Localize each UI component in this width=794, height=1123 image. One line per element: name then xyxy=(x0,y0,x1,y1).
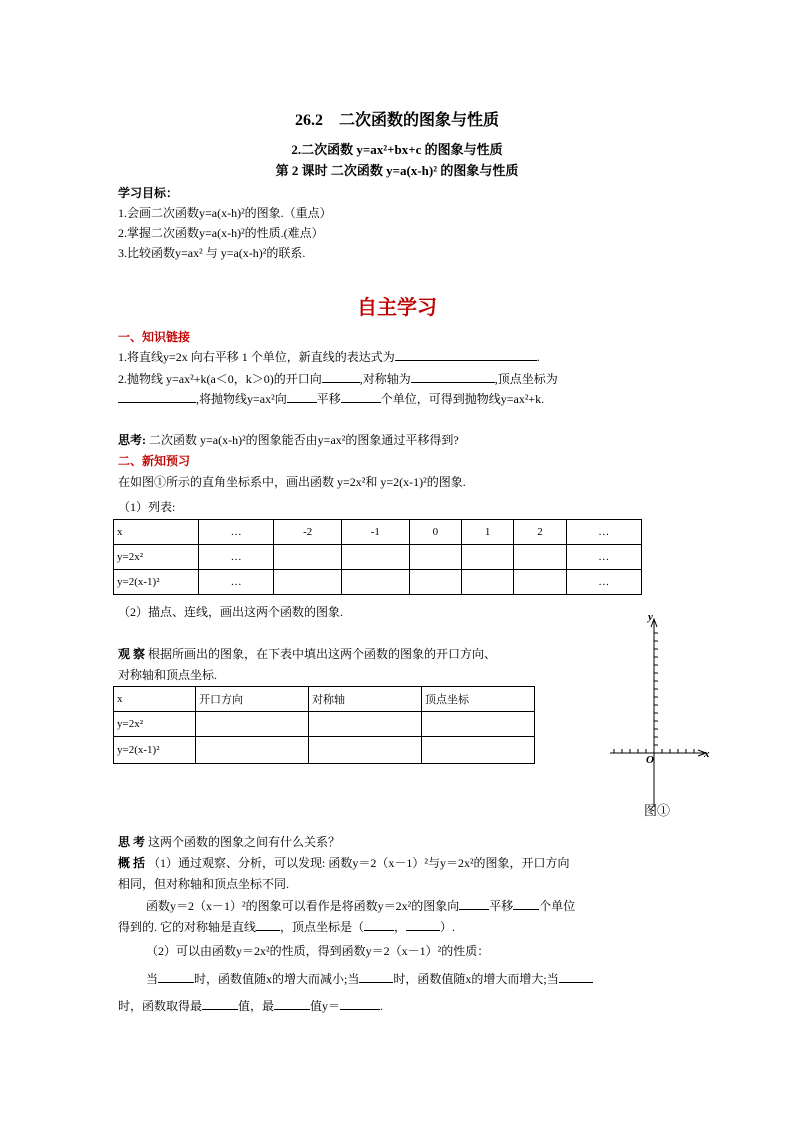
q1-text: 1.将直线y=2x 向右平移 1 个单位，新直线的表达式为 xyxy=(118,350,395,364)
table-cell: y=2x² xyxy=(114,712,196,737)
summary-p5a: 时，函数取得最 xyxy=(118,999,203,1013)
summary-p5c: 值y＝ xyxy=(310,999,341,1013)
table-cell-blank[interactable] xyxy=(409,545,461,570)
figure-caption: 图① xyxy=(644,803,671,818)
table-cell: 开口方向 xyxy=(196,687,309,712)
observe-line2: 对称轴和顶点坐标. xyxy=(118,668,218,682)
table-cell: -2 xyxy=(274,520,342,545)
summary-line7 xyxy=(118,997,383,1014)
extreme-type2-blank[interactable] xyxy=(274,998,310,1010)
observe-line1 xyxy=(118,645,496,662)
x-axis-label: x xyxy=(704,748,710,760)
summary-line6 xyxy=(146,970,593,987)
table-cell-blank[interactable] xyxy=(274,570,342,595)
summary-p2e: ，顶点坐标是（ xyxy=(280,920,365,934)
summary-p4b: 时，函数值随x的增大而减小;当 xyxy=(194,972,360,986)
summary-line2: 相同，但对称轴和顶点坐标不同. xyxy=(118,877,290,891)
objective-item-3: 3.比较函数y=ax² 与 y=a(x-h)²的联系. xyxy=(118,246,306,260)
q2-blank-direction[interactable] xyxy=(322,371,360,383)
table-cell-blank[interactable] xyxy=(514,570,566,595)
summary-p1: （1）通过观察、分析，可以发现: 函数y＝2（x－1）²与y＝2x²的图象，开口方向 xyxy=(145,856,570,870)
table-cell: 对称轴 xyxy=(309,687,422,712)
q2-blank-shift-direction[interactable] xyxy=(287,391,317,403)
q1-end: . xyxy=(536,350,540,364)
extreme-condition-blank[interactable] xyxy=(559,971,593,983)
decrease-range-blank[interactable] xyxy=(158,971,194,983)
think1 xyxy=(118,431,459,448)
value-table-header xyxy=(114,520,642,545)
table-cell-blank[interactable] xyxy=(274,545,342,570)
summary-p4c: 时，函数值随x的增大而增大;当 xyxy=(393,972,559,986)
table-cell: … xyxy=(566,545,641,570)
table-cell-blank[interactable] xyxy=(309,737,422,764)
summary-label: 概 括 xyxy=(118,856,146,870)
shift-units-blank[interactable] xyxy=(513,898,539,910)
summary-p2b: 平移 xyxy=(489,899,514,913)
q2-blank-vertex[interactable] xyxy=(118,391,196,403)
table-cell: y=2(x-1)² xyxy=(114,570,199,595)
section-title: 自主学习 xyxy=(357,297,437,319)
table-cell: … xyxy=(199,545,274,570)
q1-blank[interactable] xyxy=(395,349,537,361)
lesson-title: 第 2 课时 二次函数 y=a(x-h)² 的图象与性质 xyxy=(275,163,519,178)
coordinate-graph xyxy=(608,611,718,815)
think1-text: 二次函数 y=a(x-h)²的图象能否由y=ax²的图象通过平移得到? xyxy=(146,433,459,447)
objective-item-2: 2.掌握二次函数y=a(x-h)²的性质.(难点） xyxy=(118,226,324,240)
table-row xyxy=(114,712,535,737)
q2-blank-shift-units[interactable] xyxy=(341,391,381,403)
summary-p2f: ， xyxy=(394,920,407,934)
summary-line1 xyxy=(118,854,570,871)
think2-label: 思 考 xyxy=(118,835,146,849)
part1-heading: 一、知识链接 xyxy=(118,330,191,344)
q2-text-f: 个单位，可得到抛物线y=ax²+k. xyxy=(380,392,545,406)
part2-intro: 在如图①所示的直角坐标系中，画出函数 y=2x²和 y=2(x-1)²的图象. xyxy=(118,475,466,489)
table-cell: … xyxy=(199,520,274,545)
objectives-heading: 学习目标： xyxy=(118,186,179,200)
property-table-header xyxy=(114,687,535,712)
part1-q2-line2 xyxy=(118,390,544,407)
table-row xyxy=(114,570,642,595)
table-cell: … xyxy=(199,570,274,595)
observe-label: 观 察 xyxy=(118,647,146,661)
table-cell-blank[interactable] xyxy=(409,570,461,595)
table-cell-blank[interactable] xyxy=(461,545,513,570)
table-cell: 1 xyxy=(461,520,513,545)
q2-text-e: 平移 xyxy=(316,392,341,406)
summary-line3 xyxy=(146,897,575,914)
q2-blank-axis[interactable] xyxy=(411,371,495,383)
part1-q2-line1 xyxy=(118,370,558,387)
summary-p5b: 值，最 xyxy=(238,999,275,1013)
table-cell: x xyxy=(114,687,196,712)
table-cell-blank[interactable] xyxy=(196,737,309,764)
value-table xyxy=(113,519,642,595)
summary-p2c: 个单位 xyxy=(539,899,576,913)
table-cell: … xyxy=(566,520,641,545)
table-cell-blank[interactable] xyxy=(196,712,309,737)
think1-label: 思考: xyxy=(118,433,146,447)
summary-line5: （2）可以由函数y＝2x²的性质，得到函数y＝2（x－1）²的性质： xyxy=(146,944,490,958)
extreme-type-blank[interactable] xyxy=(202,998,238,1010)
part1-q1 xyxy=(118,348,540,365)
coordinate-axes xyxy=(608,615,718,815)
think2-text: 这两个函数的图象之间有什么关系？ xyxy=(145,835,341,849)
table-cell: x xyxy=(114,520,199,545)
vertex-x-blank[interactable] xyxy=(364,919,394,931)
table-cell-blank[interactable] xyxy=(342,570,410,595)
table-cell-blank[interactable] xyxy=(309,712,422,737)
table-cell: 0 xyxy=(409,520,461,545)
table-row xyxy=(114,545,642,570)
q2-text-d: ,将抛物线y=ax²向 xyxy=(196,392,287,406)
think2 xyxy=(118,833,340,850)
part2-step2: （2）描点、连线，画出这两个函数的图象. xyxy=(118,605,344,619)
axis-blank[interactable] xyxy=(256,919,280,931)
extreme-value-blank[interactable] xyxy=(340,998,380,1010)
table-cell-blank[interactable] xyxy=(514,545,566,570)
table-cell: -1 xyxy=(342,520,410,545)
page-title: 26.2 二次函数的图象与性质 xyxy=(294,112,499,129)
summary-p4a: 当 xyxy=(146,972,159,986)
table-cell-blank[interactable] xyxy=(461,570,513,595)
increase-range-blank[interactable] xyxy=(359,971,393,983)
summary-p2g: ）. xyxy=(440,920,456,934)
origin-label: O xyxy=(646,754,654,766)
page-subtitle: 2.二次函数 y=ax²+bx+c 的图象与性质 xyxy=(291,142,503,157)
q2-text-c: ,顶点坐标为 xyxy=(494,372,558,386)
table-cell-blank[interactable] xyxy=(422,737,535,764)
summary-p2a: 函数y＝2（x－1）²的图象可以看作是将函数y＝2x²的图象向 xyxy=(146,899,460,913)
summary-p2d: 得到的. 它的对称轴是直线 xyxy=(118,920,257,934)
table-cell: 顶点坐标 xyxy=(422,687,535,712)
objective-item-1: 1.会画二次函数y=a(x-h)²的图象.（重点） xyxy=(118,206,332,220)
table-cell: … xyxy=(566,570,641,595)
q2-text-a: 2.抛物线 y=ax²+k(a＜0，k＞0)的开口向 xyxy=(118,372,322,386)
table-cell-blank[interactable] xyxy=(342,545,410,570)
table-cell: y=2(x-1)² xyxy=(114,737,196,764)
table-row xyxy=(114,737,535,764)
part2-step1: （1）列表: xyxy=(118,500,176,514)
table-cell: 2 xyxy=(514,520,566,545)
table-cell-blank[interactable] xyxy=(422,712,535,737)
summary-line4 xyxy=(118,918,455,935)
table-cell: y=2x² xyxy=(114,545,199,570)
y-axis-label: y xyxy=(648,611,653,623)
vertex-y-blank[interactable] xyxy=(406,919,440,931)
summary-p5d: . xyxy=(380,999,384,1013)
property-table xyxy=(113,686,535,764)
part2-heading: 二、新知预习 xyxy=(118,454,191,468)
q2-text-b: ,对称轴为 xyxy=(359,372,411,386)
shift-direction-blank[interactable] xyxy=(459,898,489,910)
observe-text1: 根据所画出的图象，在下表中填出这两个函数的图象的开口方向、 xyxy=(145,647,497,661)
